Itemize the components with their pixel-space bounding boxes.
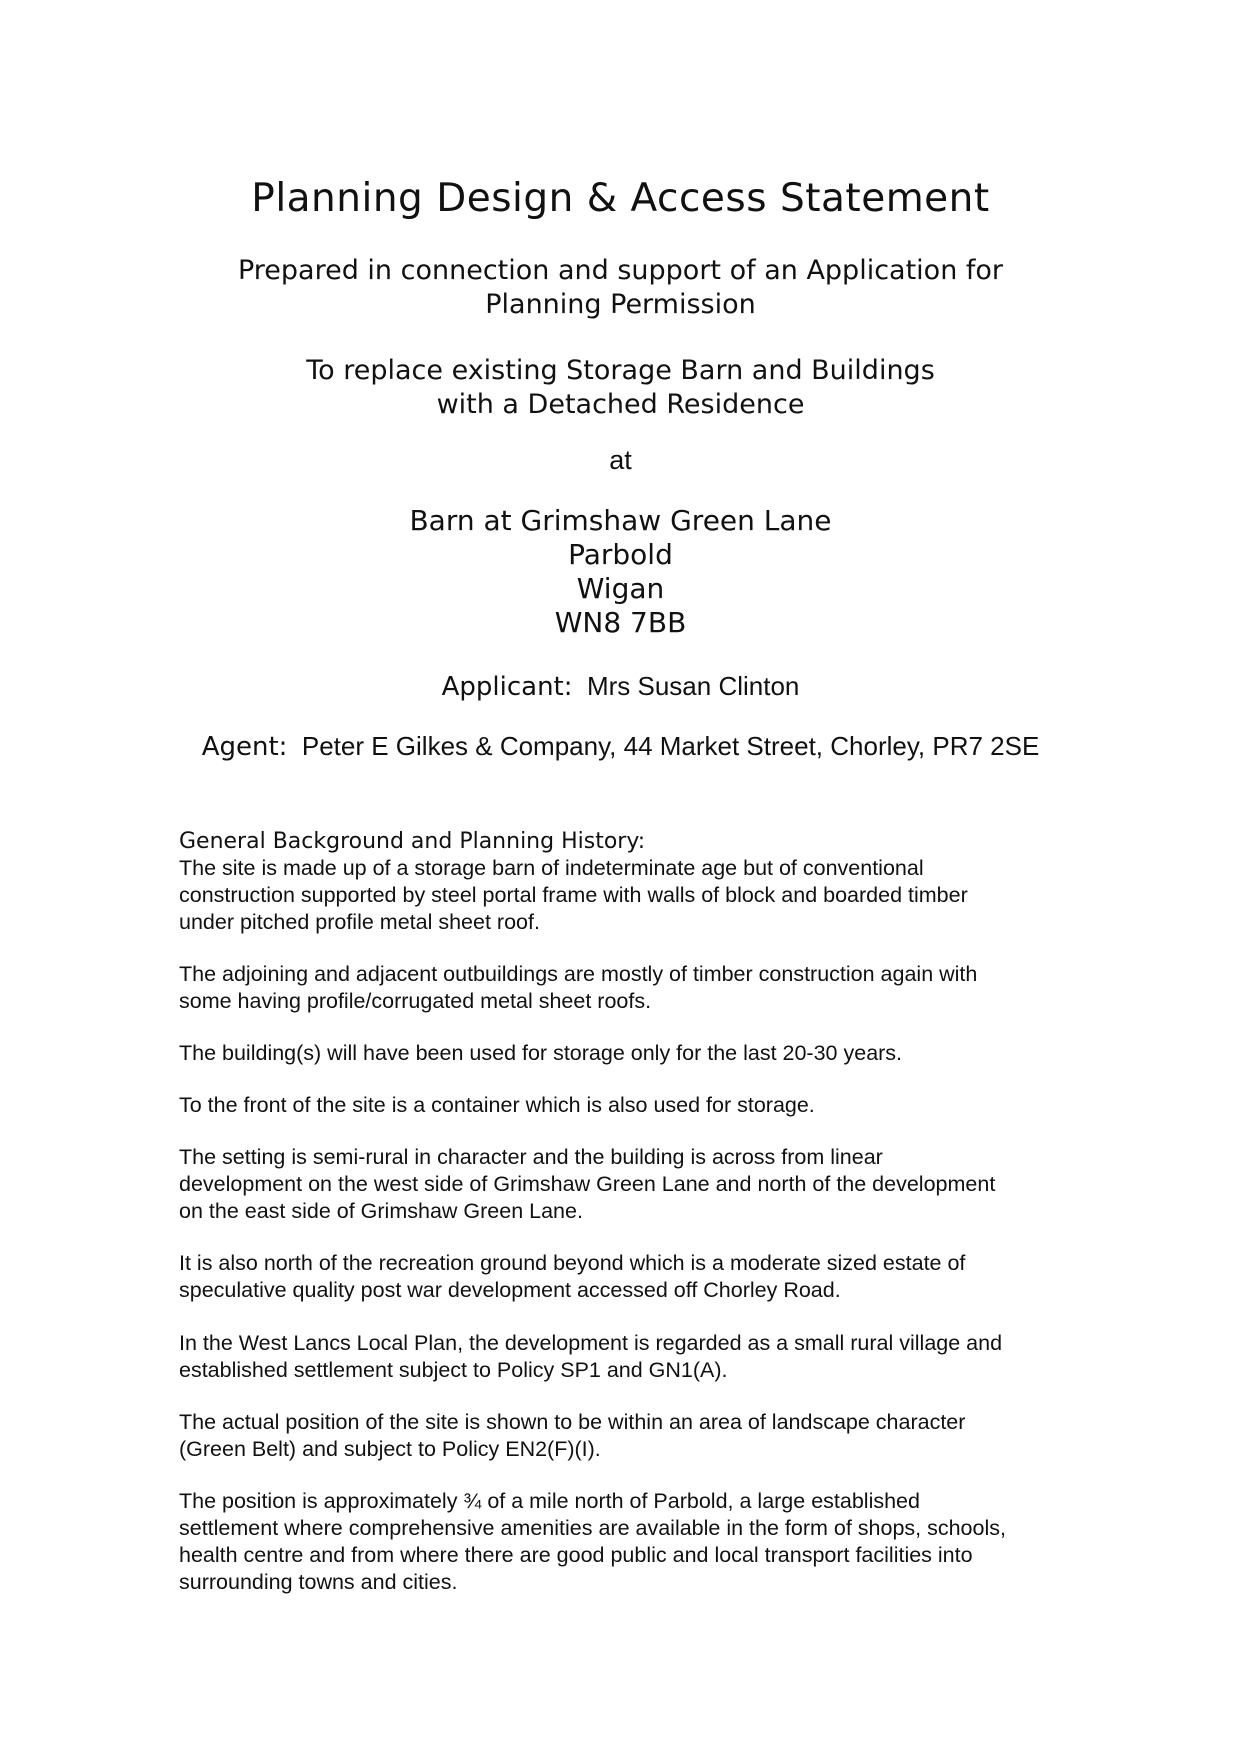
paragraph-line: In the West Lancs Local Plan, the development is regarded as a small rural village and: [179, 1331, 1003, 1355]
paragraph-line: The adjoining and adjacent outbuildings are mostly of timber construction again with: [179, 962, 978, 986]
paragraph-line: surrounding towns and cities.: [179, 1570, 458, 1594]
paragraph-line: (Green Belt) and subject to Policy EN2(F)(I).: [179, 1437, 601, 1461]
paragraph: [179, 1250, 1079, 1304]
paragraph: [179, 1409, 1079, 1463]
subtitle-line: Prepared in connection and support of an Application for: [237, 255, 1004, 286]
paragraph: [179, 855, 1079, 936]
subtitle-line: Planning Permission: [485, 289, 756, 320]
paragraph-line: The position is approximately ¾ of a mile north of Parbold, a large established: [179, 1489, 920, 1513]
purpose-line: To replace existing Storage Barn and Buildings: [306, 355, 935, 386]
applicant-name: Mrs Susan Clinton: [586, 671, 800, 701]
agent: [0, 731, 1241, 762]
section-heading: General Background and Planning History:: [179, 829, 646, 854]
paragraph-line: on the east side of Grimshaw Green Lane.: [179, 1199, 583, 1223]
address-line: Parbold: [568, 538, 673, 571]
paragraph-line: To the front of the site is a container which is also used for storage.: [179, 1093, 815, 1117]
paragraph: [179, 961, 1079, 1015]
paragraph: [179, 1040, 1079, 1067]
paragraph-line: development on the west side of Grimshaw Green Lane and north of the development: [179, 1172, 996, 1196]
paragraph-line: It is also north of the recreation ground beyond which is a moderate sized estate of: [179, 1251, 966, 1275]
site-address: [0, 504, 1241, 640]
paragraph-line: The setting is semi-rural in character and the building is across from linear: [179, 1145, 883, 1169]
paragraph: [179, 1144, 1079, 1225]
paragraph-line: The actual position of the site is shown to be within an area of landscape character: [179, 1410, 966, 1434]
subtitle: [0, 254, 1241, 322]
purpose-statement: [0, 354, 1241, 422]
paragraph-line: some having profile/corrugated metal sheet roofs.: [179, 989, 652, 1013]
paragraph-line: health centre and from where there are good public and local transport facilities into: [179, 1543, 973, 1567]
applicant: [0, 671, 1241, 702]
at-label: at: [609, 445, 632, 475]
applicant-label: Applicant:: [441, 672, 573, 702]
paragraph-line: settlement where comprehensive amenities are available in the form of shops, schools,: [179, 1516, 1006, 1540]
paragraph: [179, 1092, 1079, 1119]
document-title: Planning Design & Access Statement: [251, 176, 990, 221]
paragraph: [179, 1330, 1079, 1384]
paragraph-line: construction supported by steel portal frame with walls of block and boarded timber: [179, 883, 968, 907]
paragraph-line: under pitched profile metal sheet roof.: [179, 910, 540, 934]
address-line: WN8 7BB: [554, 606, 687, 639]
paragraph-line: speculative quality post war development accessed off Chorley Road.: [179, 1278, 841, 1302]
paragraph-line: The building(s) will have been used for storage only for the last 20-30 years.: [179, 1041, 903, 1065]
address-line: Wigan: [576, 572, 665, 605]
agent-label: Agent:: [201, 732, 288, 762]
agent-details: Peter E Gilkes & Company, 44 Market Street, Chorley, PR7 2SE: [301, 731, 1040, 761]
paragraph: [179, 1488, 1079, 1596]
paragraph-line: established settlement subject to Policy SP1 and GN1(A).: [179, 1358, 728, 1382]
purpose-line: with a Detached Residence: [436, 389, 805, 420]
paragraph-line: The site is made up of a storage barn of indeterminate age but of conventional: [179, 856, 924, 880]
address-line: Barn at Grimshaw Green Lane: [409, 504, 832, 537]
